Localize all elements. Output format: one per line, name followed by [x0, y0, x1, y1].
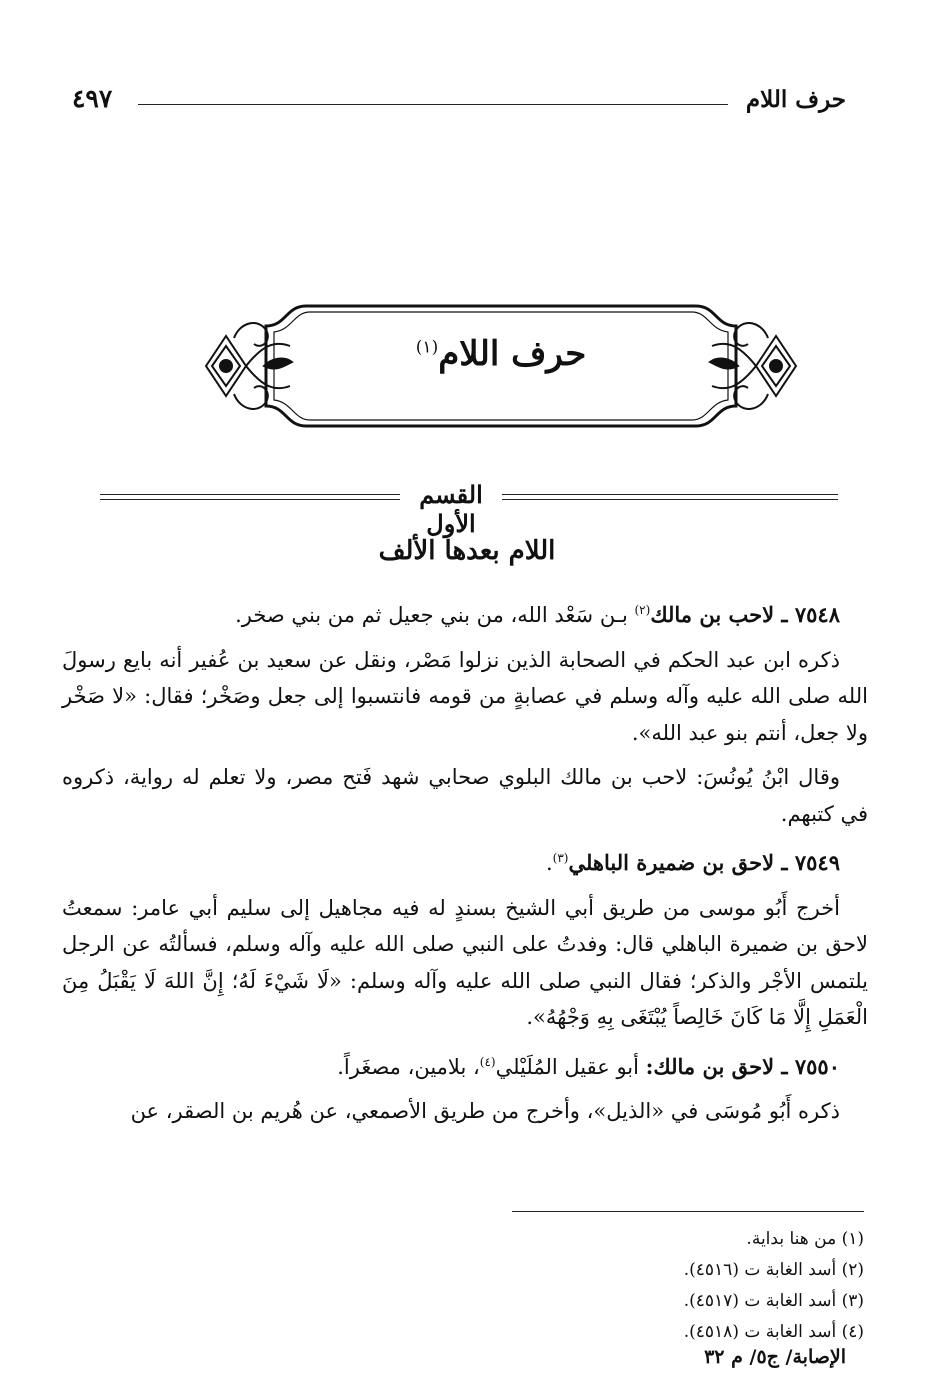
- entry-heading: ٧٥٥٠ ـ لاحق بن مالك:: [645, 1053, 840, 1079]
- sub-heading: اللام بعدها الألف: [378, 536, 556, 566]
- footnote-rule: [512, 1211, 864, 1212]
- chapter-title-note: (١): [415, 337, 439, 358]
- section-heading: [100, 480, 838, 538]
- section-title: القسم الأول: [419, 480, 483, 538]
- signature-mark: الإصابة/ ج٥/ م ٣٢: [704, 1346, 846, 1368]
- paragraph: ذكره ابن عبد الحكم في الصحابة الذين نزلوا مَصْر، ونقل عن سعيد بن عُفير أنه بايع رسولَ الله صلى الله عليه وآله وسلم في عصابةٍ من قومه فانتسبوا إلى جعل وصَخْر؛ فقال: «لا صَخْر ولا جعل، أنتم بنو عبد الله».: [62, 647, 868, 745]
- header-rule: [138, 104, 728, 105]
- entry-text: بـن سَعْد الله، من بني جعيل ثم من بني صخر.: [235, 603, 635, 627]
- paragraph: وقال ابْنُ يُونُسَ: لاحب بن مالك البلوي صحابي شهد فَتح مصر، ولا تعلم له رواية، ذكروه في كتبهم.: [62, 765, 868, 826]
- footnote: (٣) أسد الغابة ت (٤٥١٧).: [683, 1291, 864, 1311]
- entry-7548: [62, 592, 868, 634]
- footnote-ref: (٣): [552, 851, 569, 865]
- paragraph: ذكره أَبُو مُوسَى في «الذيل»، وأخرج من طريق الأصمعي، عن هُريم بن الصقر، عن: [130, 1099, 840, 1123]
- page-number: ٤٩٧: [72, 84, 113, 113]
- footnote: (٢) أسد الغابة ت (٤٥١٦).: [683, 1260, 864, 1280]
- chapter-title-text: حرف اللام: [438, 334, 587, 374]
- entry-heading: ٧٥٤٩ ـ لاحق بن ضميرة الباهلي: [568, 850, 840, 875]
- chapter-title-frame: [196, 300, 806, 432]
- entry-heading: ٧٥٤٨ ـ لاحب بن مالك: [650, 602, 840, 627]
- entry-text: ، بلامين، مصغَراً.: [337, 1054, 480, 1079]
- double-rule-left: [100, 494, 400, 500]
- entry-text: .: [545, 851, 553, 875]
- chapter-title: [346, 334, 656, 374]
- footnote: (٤) أسد الغابة ت (٤٥١٨).: [683, 1322, 864, 1342]
- paragraph: أخرج أَبُو موسى من طريق أبي الشيخ بسندٍ له فيه مجاهيل إلى سليم أبي عامر: سمعتُ لاحق بن ضميرة الباهلي قال: وفدتُ على النبي صلى الله عليه وآله وسلم، فسألتُه عن الرجل يلتمس الأجْر والذكر؛ فقال النبي صلى الله عليه وآله وسلم: «لَا شَيْءَ لَهُ؛ إِنَّ اللهَ لَا يَقْبَلُ مِنَ الْعَمَلِ إِلَّا مَا كَانَ خَالِصاً يُبْتَغَى بِهِ وَجْهُهُ».: [62, 895, 868, 1029]
- footnote-ref: (٤): [479, 1054, 496, 1069]
- running-header: [72, 82, 846, 118]
- footnote-ref: (٢): [634, 603, 651, 617]
- footnotes: [364, 1224, 864, 1348]
- entry-text: أبو عقيل المُلَيْلي: [495, 1054, 646, 1079]
- double-rule-right: [502, 494, 838, 500]
- entry-7549: [62, 840, 868, 882]
- running-title: حرف اللام: [745, 86, 846, 113]
- body-text: [62, 592, 868, 1138]
- entry-7550: [62, 1044, 868, 1086]
- footnote: (١) من هنا بداية.: [746, 1229, 864, 1249]
